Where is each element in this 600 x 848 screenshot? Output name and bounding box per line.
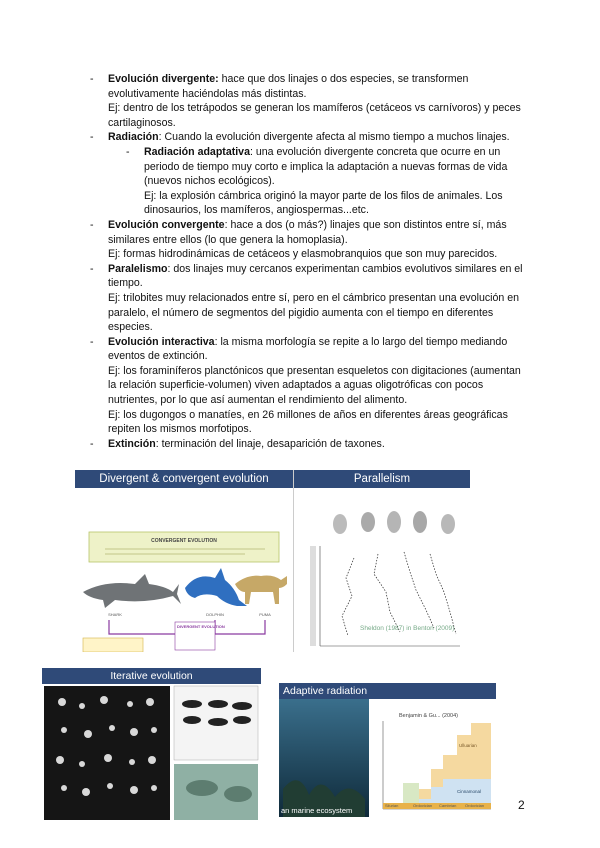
term: Evolución convergente xyxy=(108,218,225,231)
example: Ej: la explosión cámbrica originó la mayor parte de los filos de animales. Los dinosaurios, los mamíferos, angiospermas...etc. xyxy=(144,189,503,217)
iterative-illustration xyxy=(42,684,261,822)
image-caption: an marine ecosystem xyxy=(281,806,353,815)
trilobite-icon xyxy=(413,511,427,533)
figure-title: Iterative evolution xyxy=(42,668,261,684)
term: Extinción xyxy=(108,437,156,450)
list-item xyxy=(90,218,530,262)
figure-title: Divergent & convergent evolution xyxy=(75,470,293,488)
divergent-box-label: DIVERGENT EVOLUTION xyxy=(177,624,225,629)
term: Radiación xyxy=(108,131,159,144)
list-item xyxy=(90,130,530,145)
trilobite-icon xyxy=(333,514,347,534)
iterative-evolution-figure xyxy=(42,668,261,822)
area-label: Ulluarian xyxy=(459,743,477,748)
radiation-area xyxy=(403,783,419,803)
list-item xyxy=(90,262,530,335)
adaptive-illustration xyxy=(279,699,496,817)
list-item xyxy=(90,72,530,130)
puma-label: PUMA xyxy=(259,612,271,617)
list-item xyxy=(90,437,530,452)
bullet-dash: - xyxy=(90,131,94,144)
convergent-box-label: CONVERGENT EVOLUTION xyxy=(151,538,217,544)
trilobite-icon xyxy=(441,514,455,534)
definition: : Cuando la evolución divergente afecta al mismo tiempo a muchos linajes. xyxy=(158,131,510,144)
example: Ej: formas hidrodinámicas de cetáceos y elasmobranquios que son muy parecidos. xyxy=(108,248,498,261)
term: Evolución interactiva xyxy=(108,335,215,348)
bullet-dash: - xyxy=(90,335,94,348)
definition: : terminación del linaje, desaparición de taxones. xyxy=(155,437,385,450)
layer-label: Cambrian xyxy=(439,803,457,808)
lineage-line xyxy=(342,558,354,636)
definition: hace que dos linajes o dos especies, se transformen evolutivamente haciéndolas más distintas. xyxy=(108,73,469,100)
trilobite-icon xyxy=(361,512,375,532)
area-label: Cinnamonal xyxy=(457,789,482,794)
chart-citation: Benjamin & Gu... (2004) xyxy=(399,713,459,719)
list-item xyxy=(126,145,530,218)
foraminifera-plate xyxy=(44,686,170,820)
definition: : una evolución divergente concreta que ocurre en un periodo de tiempo muy corto e implica la adaptación a nuevas formas de vida (nuevos nichos ecológicos). xyxy=(144,145,508,188)
lineage-line xyxy=(430,554,456,634)
figure-title: Parallelism xyxy=(294,470,470,488)
example: Ej: dentro de los tetrápodos se generan los mamíferos (cetáceos vs carnívoros) y peces cartilaginosos. xyxy=(108,102,521,129)
lineage-line xyxy=(374,554,400,632)
parallelism-figure xyxy=(294,470,470,652)
layer-label: Ordovician xyxy=(413,803,433,808)
lineage-line xyxy=(404,552,434,628)
page-number: 2 xyxy=(518,798,525,812)
shark-icon xyxy=(83,574,181,608)
time-axis-bar xyxy=(310,546,316,646)
definition: : la misma morfología se repite a lo largo del tiempo mediando eventos de extinción. xyxy=(108,335,508,363)
layer-label: Silurian xyxy=(385,803,399,808)
term: Radiación adaptativa xyxy=(144,145,250,158)
bullet-dash: - xyxy=(90,218,94,231)
parallelism-chart xyxy=(294,488,470,652)
layer-label: Ordovician xyxy=(465,803,485,808)
bullet-dash: - xyxy=(90,437,94,450)
example: Ej: trilobites muy relacionados entre sí, pero en el cámbrico presentan una evolución en paralelo, el número de segmentos del pigidio aumenta con el tiempo en diferentes especies. xyxy=(108,291,520,334)
puma-icon xyxy=(235,576,287,605)
divergent-convergent-illustration xyxy=(75,488,293,652)
example: Ej: los foraminíferos planctónicos que presentan esqueletos con digitaciones (aumentan la relación superficie-volumen) viven adaptados a aguas oligotróficas con pocos nutrientes, por lo que así aumentan el rendimiento del alimento. xyxy=(108,364,521,407)
example: Ej: los dugongos o manatíes, en 26 millones de años en diferentes áreas geográficas repiten los mismos morfotipos. xyxy=(108,408,508,436)
bullet-dash: - xyxy=(126,145,130,158)
parallelism-citation: Sheldon (1987) in Benton (2009) xyxy=(360,625,455,632)
convergent-box xyxy=(89,532,279,562)
adaptive-radiation-figure xyxy=(279,683,496,817)
shark-label: SHARK xyxy=(108,612,122,617)
list-item xyxy=(90,335,530,437)
trilobite-icon xyxy=(387,511,401,533)
definition: : hace a dos (o más?) linajes que son distintos entre sí, más similares entre ellos (lo que genera la homoplasia). xyxy=(108,218,507,246)
bullet-dash: - xyxy=(90,73,94,85)
dolphin-label: DOLPHIN xyxy=(206,612,224,617)
notes-text xyxy=(90,72,530,451)
term: Paralelismo xyxy=(108,262,168,275)
definition: : dos linajes muy cercanos experimentan cambios evolutivos similares en el tiempo. xyxy=(108,262,523,290)
divergent-convergent-figure xyxy=(75,470,294,652)
term: Evolución divergente: xyxy=(108,73,219,85)
figure-title: Adaptive radiation xyxy=(279,683,496,699)
bullet-dash: - xyxy=(90,262,94,275)
legend-box xyxy=(83,638,143,652)
